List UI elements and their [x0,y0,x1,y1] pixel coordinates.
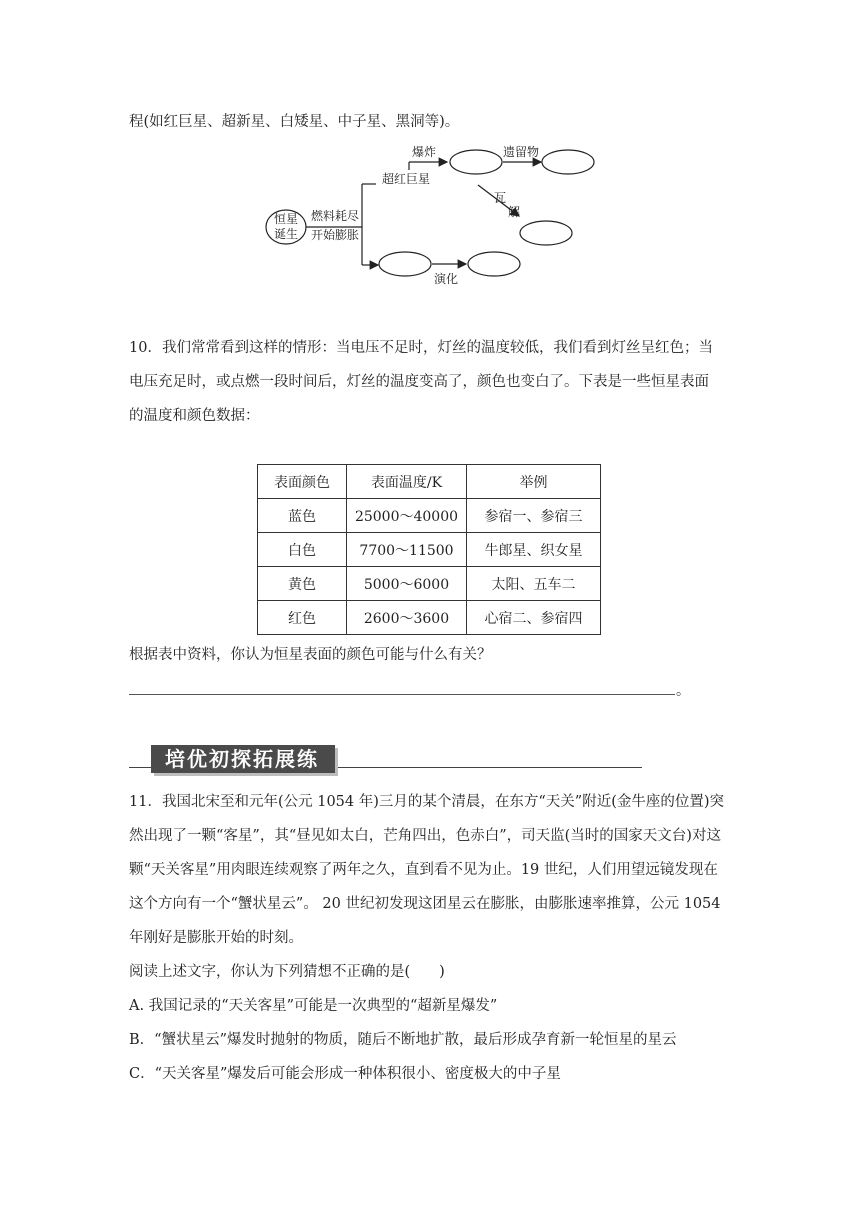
q11-line-3: 颗“天关客星”用肉眼连续观察了两年之久，直到看不见为止。19 世纪，人们用望远镜发现在 [129,862,718,878]
table-row [258,601,601,635]
table-cell: 太阳、五车二 [467,567,601,601]
q11-prompt: 阅读上述文字，你认为下列猜想不正确的是( ) [129,964,445,980]
red-giant-label: 超红巨星 [382,172,431,186]
intro-line: 程(如红巨星、超新星、白矮星、中子星、黑洞等)。 [129,114,460,130]
table-row [258,567,601,601]
q11-line-5: 年刚好是膨胀开始的时刻。 [129,930,303,946]
white-dwarf-node [520,221,572,245]
q10-question: 根据表中资料，你认为恒星表面的颜色可能与什么有关？ [129,647,492,663]
table-header: 表面颜色 [258,465,347,499]
q11-line-2: 然出现了一颗“客星”，其“昼见如太白，芒角四出，色赤白”，司天监(当时的国家天文台)对这 [129,828,721,844]
remnant-label: 遗留物 [503,145,540,159]
option-c[interactable]: C．“天关客星”爆发后可能会形成一种体积很小、密度极大的中子星 [129,1066,561,1082]
table-cell: 红色 [258,601,347,635]
table-header: 表面温度/K [347,465,467,499]
answer-period: 。 [676,683,690,699]
q11-line-1: 11．我国北宋至和元年(公元 1054 年)三月的某个清晨，在东方“天关”附近(金牛座的位置)突 [129,794,725,810]
evolve-to-node [468,252,520,276]
section-title: 培优初探拓展练 [151,745,335,773]
explode-label: 爆炸 [412,145,437,159]
star-color-table [257,464,601,635]
table-cell: 参宿一、参宿三 [467,499,601,533]
answer-blank[interactable] [129,694,675,695]
q10-line-3: 的温度和颜色数据： [129,408,260,424]
evolve-from-node [379,252,431,276]
table-cell: 5000～6000 [347,567,467,601]
q10-line-2: 电压充足时，或点燃一段时间后，灯丝的温度变高了，颜色也变白了。下表是一些恒星表面 [129,374,709,390]
remnant-node [542,150,594,174]
branch-label-1: 燃料耗尽 [311,209,360,223]
option-b[interactable]: B．“蟹状星云”爆发时抛射的物质，随后不断地扩散，最后形成孕育新一轮恒星的星云 [129,1032,677,1048]
table-row [258,499,601,533]
table-cell: 白色 [258,533,347,567]
star-evolution-diagram [0,0,860,300]
option-a[interactable]: A. 我国记录的“天关客星”可能是一次典型的“超新星爆发” [129,998,498,1014]
table-cell: 心宿二、参宿四 [467,601,601,635]
collapse-label-2: 解 [508,205,521,219]
table-header-row [258,465,601,499]
section-banner [129,745,642,775]
table-row [258,533,601,567]
start-label-1: 恒星 [273,212,299,226]
branch-label-2: 开始膨胀 [311,228,360,242]
table-cell: 25000～40000 [347,499,467,533]
supernova-node [450,150,502,174]
collapse-label-1: 瓦 [494,191,507,205]
table-cell: 黄色 [258,567,347,601]
q10-line-1: 10．我们常常看到这样的情形：当电压不足时，灯丝的温度较低，我们看到灯丝呈红色；当 [129,340,713,356]
start-label-2: 诞生 [273,227,299,241]
evolve-label: 演化 [434,272,459,286]
table-cell: 蓝色 [258,499,347,533]
table-cell: 2600～3600 [347,601,467,635]
q11-line-4: 这个方向有一个“蟹状星云”。 20 世纪初发现这团星云在膨胀，由膨胀速率推算，公元 1054 [129,896,721,912]
table-header: 举例 [467,465,601,499]
table-cell: 7700～11500 [347,533,467,567]
table-cell: 牛郎星、织女星 [467,533,601,567]
